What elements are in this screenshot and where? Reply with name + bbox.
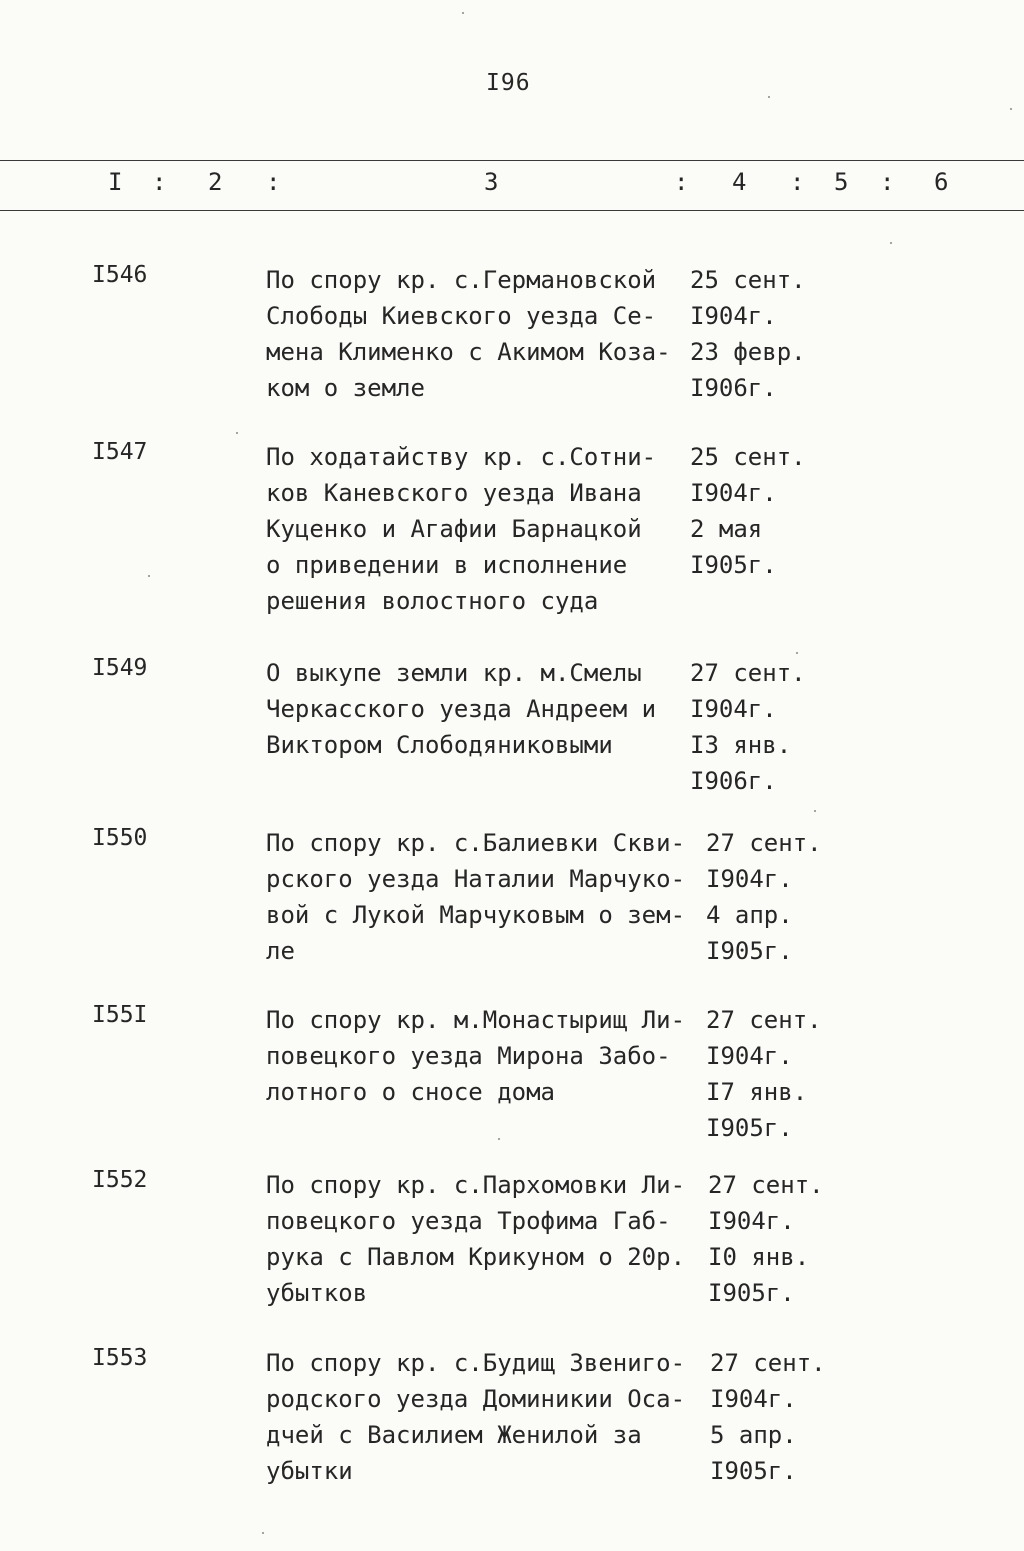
- start-year: I904г.: [706, 865, 793, 893]
- record-dates: [690, 655, 840, 799]
- start-year: I904г.: [706, 1042, 793, 1070]
- record-dates: [710, 1345, 860, 1489]
- description-line: рука с Павлом Крикуном о 20р.: [266, 1243, 686, 1271]
- description-line: мена Клименко с Акимом Коза-: [266, 338, 671, 366]
- record-number: I552: [92, 1167, 148, 1193]
- record-dates: [690, 262, 840, 406]
- page-number: I96: [486, 70, 531, 96]
- start-date: 27 сент.: [706, 1006, 822, 1034]
- record-description: [266, 825, 706, 969]
- column-header-3: 3: [484, 168, 499, 196]
- scan-speck: [1010, 108, 1012, 110]
- description-line: По спору кр. с.Будищ Звениго-: [266, 1349, 686, 1377]
- start-year: I904г.: [708, 1207, 795, 1235]
- end-year: I905г.: [690, 551, 777, 579]
- column-header-1: I: [108, 168, 123, 196]
- description-line: рского уезда Наталии Марчуко-: [266, 865, 686, 893]
- column-separator: :: [266, 168, 281, 196]
- column-header-2: 2: [208, 168, 223, 196]
- record-dates: [690, 439, 840, 583]
- description-line: По спору кр. с.Пархомовки Ли-: [266, 1171, 686, 1199]
- record-description: [266, 1002, 706, 1110]
- end-date: 23 февр.: [690, 338, 806, 366]
- scan-speck: [814, 810, 816, 812]
- record-dates: [706, 825, 856, 969]
- description-line: ком о земле: [266, 374, 425, 402]
- description-line: О выкупе земли кр. м.Смелы: [266, 659, 642, 687]
- description-line: По ходатайству кр. с.Сотни-: [266, 443, 657, 471]
- record-description: [266, 1167, 706, 1311]
- end-date: I0 янв.: [708, 1243, 810, 1271]
- description-line: повецкого уезда Трофима Габ-: [266, 1207, 671, 1235]
- description-line: о приведении в исполнение: [266, 551, 628, 579]
- end-year: I905г.: [708, 1279, 795, 1307]
- column-separator: :: [674, 168, 689, 196]
- scan-speck: [498, 1138, 500, 1140]
- record-dates: [708, 1167, 858, 1311]
- scan-speck: [262, 1532, 264, 1534]
- end-date: 4 апр.: [706, 901, 793, 929]
- start-year: I904г.: [690, 479, 777, 507]
- description-line: Виктором Слободяниковыми: [266, 731, 613, 759]
- description-line: Черкасского уезда Андреем и: [266, 695, 657, 723]
- column-separator: :: [790, 168, 805, 196]
- table-header-rule: [0, 210, 1024, 211]
- column-header-4: 4: [732, 168, 747, 196]
- record-number: I550: [92, 825, 148, 851]
- start-date: 27 сент.: [706, 829, 822, 857]
- description-line: ков Каневского уезда Ивана: [266, 479, 642, 507]
- end-year: I905г.: [706, 937, 793, 965]
- description-line: родского уезда Доминикии Оса-: [266, 1385, 686, 1413]
- record-description: [266, 262, 706, 406]
- column-header-6: 6: [934, 168, 949, 196]
- column-separator: :: [152, 168, 167, 196]
- end-date: 5 апр.: [710, 1421, 797, 1449]
- description-line: Слободы Киевского уезда Се-: [266, 302, 657, 330]
- record-number: I553: [92, 1345, 148, 1371]
- record-number: I546: [92, 262, 148, 288]
- scan-speck: [796, 652, 798, 654]
- column-separator: :: [880, 168, 895, 196]
- description-line: По спору кр. с.Балиевки Скви-: [266, 829, 686, 857]
- start-year: I904г.: [710, 1385, 797, 1413]
- scan-speck: [462, 12, 464, 14]
- scan-speck: [236, 432, 238, 434]
- end-date: I7 янв.: [706, 1078, 808, 1106]
- record-number: I55I: [92, 1002, 148, 1028]
- description-line: Куценко и Агафии Барнацкой: [266, 515, 642, 543]
- description-line: По спору кр. м.Монастырищ Ли-: [266, 1006, 686, 1034]
- description-line: лотного о сносе дома: [266, 1078, 555, 1106]
- description-line: По спору кр. с.Германовской: [266, 266, 657, 294]
- record-description: [266, 1345, 706, 1489]
- scan-speck: [148, 575, 150, 577]
- description-line: убытков: [266, 1279, 368, 1307]
- end-year: I906г.: [690, 374, 777, 402]
- column-header-5: 5: [834, 168, 849, 196]
- record-number: I547: [92, 439, 148, 465]
- end-date: 2 мая: [690, 515, 763, 543]
- start-date: 25 сент.: [690, 266, 806, 294]
- record-description: [266, 439, 706, 619]
- description-line: решения волостного суда: [266, 587, 599, 615]
- description-line: ле: [266, 937, 295, 965]
- start-date: 27 сент.: [690, 659, 806, 687]
- end-date: I3 янв.: [690, 731, 792, 759]
- end-year: I905г.: [706, 1114, 793, 1142]
- record-description: [266, 655, 706, 763]
- scan-speck: [890, 242, 892, 244]
- start-date: 27 сент.: [708, 1171, 824, 1199]
- description-line: убытки: [266, 1457, 353, 1485]
- table-top-rule: [0, 160, 1024, 161]
- start-date: 27 сент.: [710, 1349, 826, 1377]
- description-line: повецкого уезда Мирона Забо-: [266, 1042, 671, 1070]
- description-line: вой с Лукой Марчуковым о зем-: [266, 901, 686, 929]
- end-year: I905г.: [710, 1457, 797, 1485]
- start-date: 25 сент.: [690, 443, 806, 471]
- description-line: дчей с Василием Женилой за: [266, 1421, 642, 1449]
- end-year: I906г.: [690, 767, 777, 795]
- scan-speck: [768, 96, 770, 98]
- start-year: I904г.: [690, 695, 777, 723]
- record-dates: [706, 1002, 856, 1146]
- start-year: I904г.: [690, 302, 777, 330]
- record-number: I549: [92, 655, 148, 681]
